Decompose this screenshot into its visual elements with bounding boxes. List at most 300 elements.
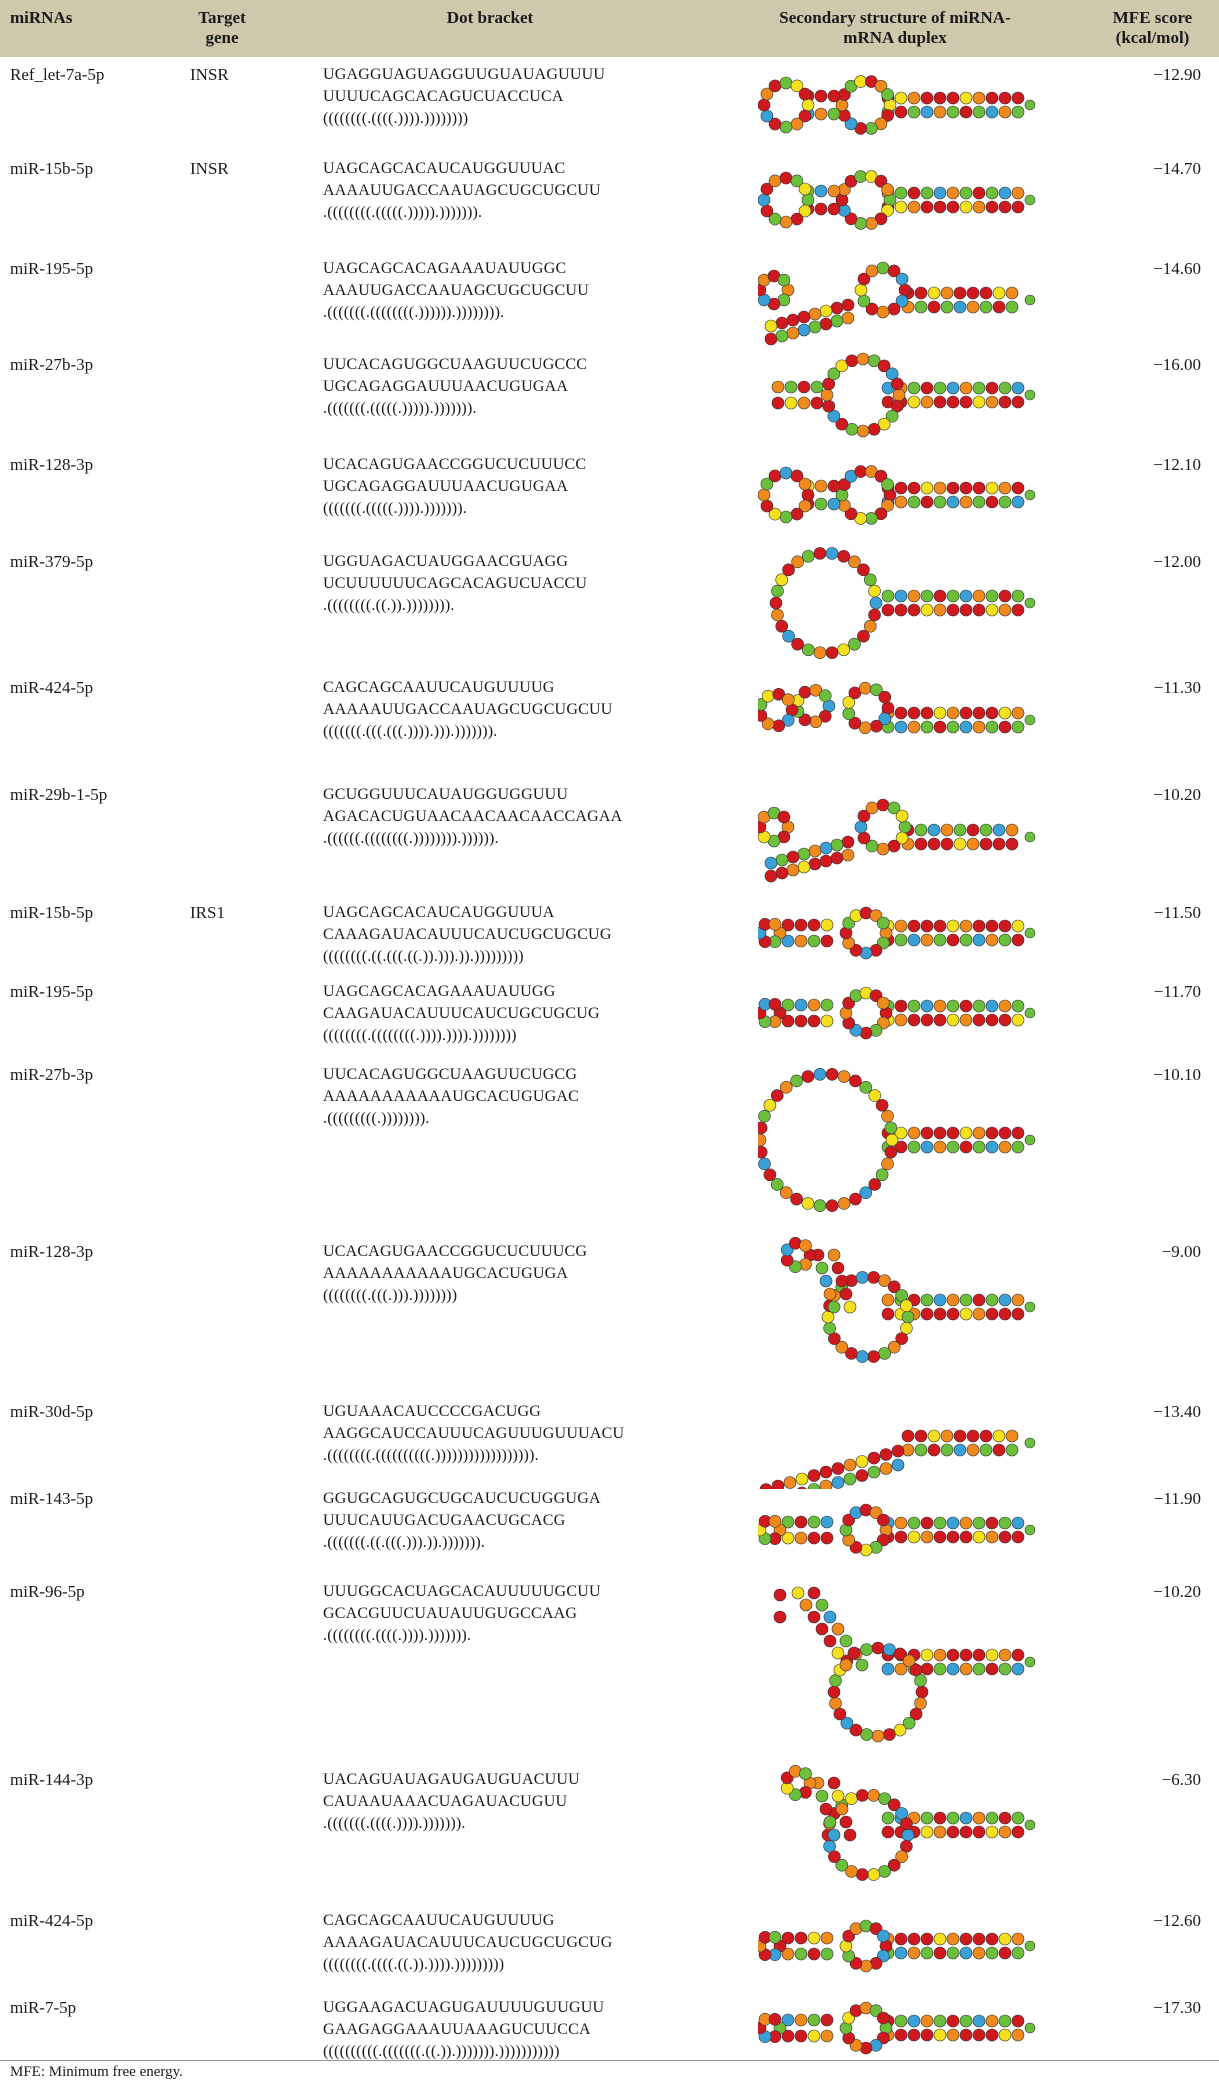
- nucleotide-dot: [885, 1122, 897, 1134]
- nucleotide-dot: [934, 920, 946, 932]
- nucleotide-dot: [821, 935, 833, 947]
- nucleotide-dot: [999, 1000, 1011, 1012]
- nucleotide-dot: [834, 1708, 846, 1720]
- nucleotide-dot: [802, 99, 814, 111]
- nucleotide-dot: [771, 585, 783, 597]
- nucleotide-dot: [895, 590, 907, 602]
- nucleotide-dot: [895, 1000, 907, 1012]
- sequence-line: UUUCAUUGACUGAACUGCACG: [323, 1512, 566, 1529]
- sequence-line: AAAAGAUACAUUUCAUCUGCUGCUG: [323, 1934, 613, 1951]
- nucleotide-dot: [856, 1470, 868, 1482]
- nucleotide-dot: [780, 467, 792, 479]
- nucleotide-dot: [795, 999, 807, 1011]
- footnote: MFE: Minimum free energy.: [10, 2064, 183, 2080]
- nucleotide-dot: [999, 1127, 1011, 1139]
- nucleotide-dot: [986, 2029, 998, 2041]
- nucleotide-dot: [885, 1146, 897, 1158]
- nucleotide-dot: [954, 1444, 966, 1456]
- nucleotide-dot: [864, 620, 876, 632]
- table-bottom-rule: [0, 2060, 1219, 2061]
- nucleotide-dot: [921, 187, 933, 199]
- nucleotide-dot: [795, 1015, 807, 1027]
- nucleotide-dot: [895, 721, 907, 733]
- dot-bracket-notation: .(((((((.(((((.))))).))))))).: [323, 400, 477, 417]
- mirna-name: miR-27b-3p: [10, 355, 94, 374]
- nucleotide-dot: [941, 287, 953, 299]
- nucleotide-dot: [921, 1308, 933, 1320]
- nucleotide-dot: [883, 1643, 895, 1655]
- col-header-target-gene: Target gene: [198, 8, 246, 47]
- nucleotide-dot: [761, 110, 773, 122]
- nucleotide-dot: [814, 547, 826, 559]
- nucleotide-dot: [934, 934, 946, 946]
- nucleotide-dot: [838, 499, 850, 511]
- nucleotide-dot: [876, 1099, 888, 1111]
- nucleotide-dot: [828, 1777, 840, 1789]
- mfe-score: −14.70: [1153, 159, 1201, 178]
- nucleotide-dot: [934, 721, 946, 733]
- nucleotide-dot: [915, 1697, 927, 1709]
- nucleotide-dot: [895, 2029, 907, 2041]
- nucleotide-dot: [895, 201, 907, 213]
- nucleotide-dot: [828, 203, 840, 215]
- nucleotide-dot: [1006, 1444, 1018, 1456]
- nucleotide-dot: [895, 1531, 907, 1543]
- nucleotide-dot: [879, 1865, 891, 1877]
- nucleotide-dot: [808, 1932, 820, 1944]
- sequence-line: CAGCAGCAAUUCAUGUUUUG: [323, 679, 555, 696]
- dot-bracket-notation: ((((((((.((((((((.)))).)))).)))))))): [323, 1027, 517, 1044]
- nucleotide-dot: [787, 864, 799, 876]
- nucleotide-dot: [764, 1099, 776, 1111]
- nucleotide-dot: [967, 824, 979, 836]
- nucleotide-dot: [792, 1587, 804, 1599]
- secondary-structure-diagram: [758, 673, 1038, 767]
- nucleotide-dot: [973, 1933, 985, 1945]
- nucleotide-dot: [821, 1948, 833, 1960]
- nucleotide-dot: [973, 2029, 985, 2041]
- nucleotide-dot: [973, 1826, 985, 1838]
- nucleotide-dot: [908, 496, 920, 508]
- nucleotide-dot: [785, 397, 797, 409]
- nucleotide-dot: [999, 1812, 1011, 1824]
- nucleotide-dot: [934, 1000, 946, 1012]
- nucleotide-dot: [872, 1730, 884, 1742]
- secondary-structure-diagram: [758, 1237, 1038, 1377]
- nucleotide-dot: [960, 707, 972, 719]
- mfe-score: −11.50: [1153, 903, 1201, 922]
- nucleotide-dot: [795, 2014, 807, 2026]
- nucleotide-dot: [921, 721, 933, 733]
- dot-bracket-notation: .((((((((.(((((.))))).))))))).: [323, 204, 483, 221]
- nucleotide-dot: [999, 1531, 1011, 1543]
- nucleotide-dot: [795, 1532, 807, 1544]
- nucleotide-dot: [999, 1663, 1011, 1675]
- nucleotide-dot: [866, 265, 878, 277]
- nucleotide-dot: [802, 194, 814, 206]
- dot-bracket-notation: .((((((.((((((((.)))))))).)))))).: [323, 830, 499, 847]
- nucleotide-dot: [986, 2015, 998, 2027]
- nucleotide-dot: [947, 496, 959, 508]
- nucleotide-dot: [960, 482, 972, 494]
- mfe-score: −12.10: [1153, 455, 1201, 474]
- nucleotide-dot: [780, 1081, 792, 1093]
- secondary-structure-diagram: [758, 1060, 1038, 1220]
- nucleotide-dot: [999, 707, 1011, 719]
- sequence-line: CAAGAUACAUUUCAUCUGCUGCUG: [323, 1005, 600, 1022]
- nucleotide-dot: [856, 1659, 868, 1671]
- nucleotide-dot: [876, 1169, 888, 1181]
- nucleotide-dot: [857, 353, 869, 365]
- nucleotide-dot: [973, 1517, 985, 1529]
- nucleotide-dot: [1012, 1014, 1024, 1026]
- secondary-structure-diagram: [758, 1577, 1038, 1747]
- nucleotide-dot: [921, 1812, 933, 1824]
- nucleotide-dot: [934, 590, 946, 602]
- nucleotide-dot: [1025, 1525, 1035, 1535]
- nucleotide-dot: [934, 1127, 946, 1139]
- nucleotide-dot: [831, 302, 843, 314]
- mirna-name: miR-379-5p: [10, 552, 94, 571]
- sequence-line: CAAAGAUACAUUUCAUCUGCUGCUG: [323, 926, 612, 943]
- nucleotide-dot: [900, 1818, 912, 1830]
- nucleotide-dot: [855, 76, 867, 88]
- nucleotide-dot: [831, 315, 843, 327]
- nucleotide-dot: [773, 720, 785, 732]
- nucleotide-dot: [947, 920, 959, 932]
- nucleotide-dot: [799, 1768, 811, 1780]
- sequence-line: AAGGCAUCCAUUUCAGUUUGUUUACU: [323, 1425, 625, 1442]
- nucleotide-dot: [821, 1516, 833, 1528]
- nucleotide-dot: [960, 201, 972, 213]
- nucleotide-dot: [934, 1649, 946, 1661]
- nucleotide-dot: [780, 77, 792, 89]
- nucleotide-dot: [1025, 598, 1035, 608]
- nucleotide-dot: [882, 702, 894, 714]
- secondary-structure-diagram: [758, 350, 1038, 440]
- nucleotide-dot: [973, 1531, 985, 1543]
- nucleotide-dot: [1012, 1308, 1024, 1320]
- nucleotide-dot: [921, 934, 933, 946]
- nucleotide-dot: [921, 396, 933, 408]
- nucleotide-dot: [783, 630, 795, 642]
- nucleotide-dot: [947, 1517, 959, 1529]
- nucleotide-dot: [908, 1531, 920, 1543]
- table-header: [0, 0, 1219, 57]
- nucleotide-dot: [842, 836, 854, 848]
- nucleotide-dot: [826, 1200, 838, 1212]
- nucleotide-dot: [857, 425, 869, 437]
- nucleotide-dot: [947, 1663, 959, 1675]
- nucleotide-dot: [895, 1933, 907, 1945]
- nucleotide-dot: [960, 1649, 972, 1661]
- nucleotide-dot: [934, 1663, 946, 1675]
- nucleotide-dot: [802, 489, 814, 501]
- nucleotide-dot: [960, 1947, 972, 1959]
- nucleotide-dot: [960, 92, 972, 104]
- nucleotide-dot: [758, 1146, 767, 1158]
- nucleotide-dot: [814, 1200, 826, 1212]
- nucleotide-dot: [826, 547, 838, 559]
- nucleotide-dot: [798, 861, 810, 873]
- nucleotide-dot: [870, 597, 882, 609]
- nucleotide-dot: [921, 106, 933, 118]
- nucleotide-dot: [960, 721, 972, 733]
- nucleotide-dot: [986, 1294, 998, 1306]
- nucleotide-dot: [774, 1611, 786, 1623]
- nucleotide-dot: [999, 396, 1011, 408]
- nucleotide-dot: [848, 1647, 860, 1659]
- dot-bracket-notation: ((((((((.((.(((.((.)).))).)).))))))))): [323, 948, 524, 965]
- nucleotide-dot: [840, 1635, 852, 1647]
- sequence-line: UAGCAGCACAUCAUGGUUUA: [323, 904, 555, 921]
- nucleotide-dot: [883, 1729, 895, 1741]
- nucleotide-dot: [762, 690, 774, 702]
- nucleotide-dot: [960, 2029, 972, 2041]
- nucleotide-dot: [868, 1351, 880, 1363]
- nucleotide-dot: [947, 201, 959, 213]
- nucleotide-dot: [882, 1294, 894, 1306]
- nucleotide-dot: [765, 320, 777, 332]
- nucleotide-dot: [947, 1000, 959, 1012]
- nucleotide-dot: [999, 382, 1011, 394]
- nucleotide-dot: [973, 1947, 985, 1959]
- nucleotide-dot: [877, 306, 889, 318]
- nucleotide-dot: [934, 1826, 946, 1838]
- nucleotide-dot: [1025, 100, 1035, 110]
- nucleotide-dot: [921, 2029, 933, 2041]
- nucleotide-dot: [798, 397, 810, 409]
- nucleotide-dot: [986, 396, 998, 408]
- nucleotide-dot: [999, 1826, 1011, 1838]
- nucleotide-dot: [856, 1869, 868, 1881]
- nucleotide-dot: [999, 1517, 1011, 1529]
- nucleotide-dot: [999, 1933, 1011, 1945]
- nucleotide-dot: [915, 301, 927, 313]
- secondary-structure-diagram: [758, 1397, 1038, 1489]
- nucleotide-dot: [908, 1127, 920, 1139]
- nucleotide-dot: [758, 99, 770, 111]
- nucleotide-dot: [1012, 1517, 1024, 1529]
- col-header-secondary-structure: Secondary structure of miRNA-mRNA duplex: [779, 8, 1011, 47]
- nucleotide-dot: [882, 1158, 894, 1170]
- nucleotide-dot: [960, 106, 972, 118]
- nucleotide-dot: [815, 203, 827, 215]
- nucleotide-dot: [778, 274, 790, 286]
- mfe-score: −16.00: [1153, 355, 1201, 374]
- nucleotide-dot: [758, 489, 770, 501]
- nucleotide-dot: [769, 1931, 781, 1943]
- nucleotide-dot: [1025, 390, 1035, 400]
- mirna-name: miR-30d-5p: [10, 1402, 94, 1421]
- nucleotide-dot: [844, 1301, 856, 1313]
- nucleotide-dot: [855, 821, 867, 833]
- nucleotide-dot: [973, 604, 985, 616]
- nucleotide-dot: [791, 213, 803, 225]
- nucleotide-dot: [811, 381, 823, 393]
- nucleotide-dot: [776, 317, 788, 329]
- nucleotide-dot: [1025, 1438, 1035, 1448]
- nucleotide-dot: [888, 303, 900, 315]
- nucleotide-dot: [829, 1697, 841, 1709]
- nucleotide-dot: [795, 1948, 807, 1960]
- nucleotide-dot: [934, 2029, 946, 2041]
- mirna-name: miR-195-5p: [10, 982, 94, 1001]
- nucleotide-dot: [816, 1623, 828, 1635]
- sequence-line: AAAUUGACCAAUAGCUGCUGCUU: [323, 282, 589, 299]
- nucleotide-dot: [960, 604, 972, 616]
- secondary-structure-diagram: [758, 1765, 1038, 1885]
- nucleotide-dot: [895, 187, 907, 199]
- nucleotide-dot: [921, 1517, 933, 1529]
- nucleotide-dot: [882, 1826, 894, 1838]
- dot-bracket-notation: .((((((((.((((((((((.)))))))))))))))))).: [323, 1447, 539, 1464]
- nucleotide-dot: [877, 917, 889, 929]
- nucleotide-dot: [934, 201, 946, 213]
- nucleotide-dot: [999, 1947, 1011, 1959]
- nucleotide-dot: [921, 1933, 933, 1945]
- nucleotide-dot: [908, 721, 920, 733]
- mirna-name: miR-7-5p: [10, 1998, 77, 2017]
- nucleotide-dot: [882, 590, 894, 602]
- nucleotide-dot: [864, 574, 876, 586]
- nucleotide-dot: [947, 2029, 959, 2041]
- nucleotide-dot: [1025, 1820, 1035, 1830]
- nucleotide-dot: [882, 479, 894, 491]
- nucleotide-dot: [758, 709, 767, 721]
- nucleotide-dot: [865, 512, 877, 524]
- nucleotide-dot: [758, 1122, 767, 1134]
- nucleotide-dot: [999, 496, 1011, 508]
- nucleotide-dot: [856, 1456, 868, 1468]
- nucleotide-dot: [795, 1932, 807, 1944]
- nucleotide-dot: [858, 295, 870, 307]
- nucleotide-dot: [821, 1532, 833, 1544]
- nucleotide-dot: [798, 848, 810, 860]
- nucleotide-dot: [999, 1294, 1011, 1306]
- nucleotide-dot: [769, 1515, 781, 1527]
- nucleotide-dot: [908, 201, 920, 213]
- nucleotide-dot: [861, 1729, 873, 1741]
- nucleotide-dot: [960, 187, 972, 199]
- nucleotide-dot: [1012, 1294, 1024, 1306]
- nucleotide-dot: [986, 721, 998, 733]
- nucleotide-dot: [928, 287, 940, 299]
- nucleotide-dot: [980, 301, 992, 313]
- mfe-score: −6.30: [1161, 1770, 1201, 1789]
- nucleotide-dot: [993, 1430, 1005, 1442]
- nucleotide-dot: [774, 1589, 786, 1601]
- nucleotide-dot: [973, 187, 985, 199]
- nucleotide-dot: [882, 1110, 894, 1122]
- nucleotide-dot: [826, 1068, 838, 1080]
- dot-bracket-notation: .(((((((.((((((((.)))))).)))))))).: [323, 304, 505, 321]
- sequence-line: UUUGGCACUAGCACAUUUUUGCUU: [323, 1583, 601, 1600]
- secondary-structure-diagram: [758, 898, 1038, 968]
- col-header-mfe-score: MFE score (kcal/mol): [1112, 8, 1193, 47]
- nucleotide-dot: [910, 1664, 922, 1676]
- nucleotide-dot: [999, 934, 1011, 946]
- nucleotide-dot: [879, 1347, 891, 1359]
- nucleotide-dot: [1025, 1008, 1035, 1018]
- sequence-line: UCUUUUUUCAGCACAGUCUACCU: [323, 575, 588, 592]
- nucleotide-dot: [758, 1110, 770, 1122]
- nucleotide-dot: [1012, 707, 1024, 719]
- nucleotide-dot: [921, 2015, 933, 2027]
- nucleotide-dot: [828, 1301, 840, 1313]
- nucleotide-dot: [973, 2015, 985, 2027]
- nucleotide-dot: [934, 482, 946, 494]
- nucleotide-dot: [814, 1068, 826, 1080]
- nucleotide-dot: [1012, 920, 1024, 932]
- nucleotide-dot: [960, 396, 972, 408]
- nucleotide-dot: [838, 644, 850, 656]
- nucleotide-dot: [799, 88, 811, 100]
- nucleotide-dot: [828, 498, 840, 510]
- mfe-score: −14.60: [1153, 259, 1201, 278]
- nucleotide-dot: [1012, 201, 1024, 213]
- sequence-line: UGAGGUAGUAGGUUGUAUAGUUUU: [323, 66, 606, 83]
- nucleotide-dot: [895, 106, 907, 118]
- nucleotide-dot: [993, 824, 1005, 836]
- nucleotide-dot: [855, 284, 867, 296]
- nucleotide-dot: [1012, 934, 1024, 946]
- sequence-line: UGGUAGACUAUGGAACGUAGG: [323, 553, 569, 570]
- sequence-line: UAGCAGCACAUCAUGGUUUAC: [323, 160, 566, 177]
- secondary-structure-diagram: [758, 1906, 1038, 1986]
- sequence-line: GCACGUUCUAUAUUGUGCCAAG: [323, 1605, 578, 1622]
- nucleotide-dot: [895, 707, 907, 719]
- nucleotide-dot: [1012, 1826, 1024, 1838]
- nucleotide-dot: [947, 106, 959, 118]
- nucleotide-dot: [908, 106, 920, 118]
- nucleotide-dot: [831, 839, 843, 851]
- nucleotide-dot: [947, 934, 959, 946]
- nucleotide-dot: [769, 175, 781, 187]
- nucleotide-dot: [999, 187, 1011, 199]
- nucleotide-dot: [820, 1275, 832, 1287]
- nucleotide-dot: [960, 1014, 972, 1026]
- nucleotide-dot: [986, 1014, 998, 1026]
- nucleotide-dot: [960, 1517, 972, 1529]
- nucleotide-dot: [846, 355, 858, 367]
- nucleotide-dot: [820, 318, 832, 330]
- nucleotide-dot: [960, 1531, 972, 1543]
- nucleotide-dot: [954, 838, 966, 850]
- nucleotide-dot: [980, 838, 992, 850]
- dot-bracket-notation: .((((((((.((.)).)))))))).: [323, 597, 455, 614]
- nucleotide-dot: [973, 1127, 985, 1139]
- nucleotide-dot: [973, 1812, 985, 1824]
- nucleotide-dot: [986, 1826, 998, 1838]
- nucleotide-dot: [855, 171, 867, 183]
- nucleotide-dot: [947, 382, 959, 394]
- nucleotide-dot: [828, 108, 840, 120]
- nucleotide-dot: [769, 998, 781, 1010]
- nucleotide-dot: [1012, 106, 1024, 118]
- nucleotide-dot: [808, 999, 820, 1011]
- target-gene: INSR: [190, 65, 229, 84]
- nucleotide-dot: [908, 482, 920, 494]
- nucleotide-dot: [877, 843, 889, 855]
- nucleotide-dot: [986, 187, 998, 199]
- nucleotide-dot: [795, 919, 807, 931]
- nucleotide-dot: [816, 1262, 828, 1274]
- secondary-structure-diagram: [758, 254, 1038, 346]
- nucleotide-dot: [921, 1127, 933, 1139]
- nucleotide-dot: [934, 1141, 946, 1153]
- nucleotide-dot: [947, 92, 959, 104]
